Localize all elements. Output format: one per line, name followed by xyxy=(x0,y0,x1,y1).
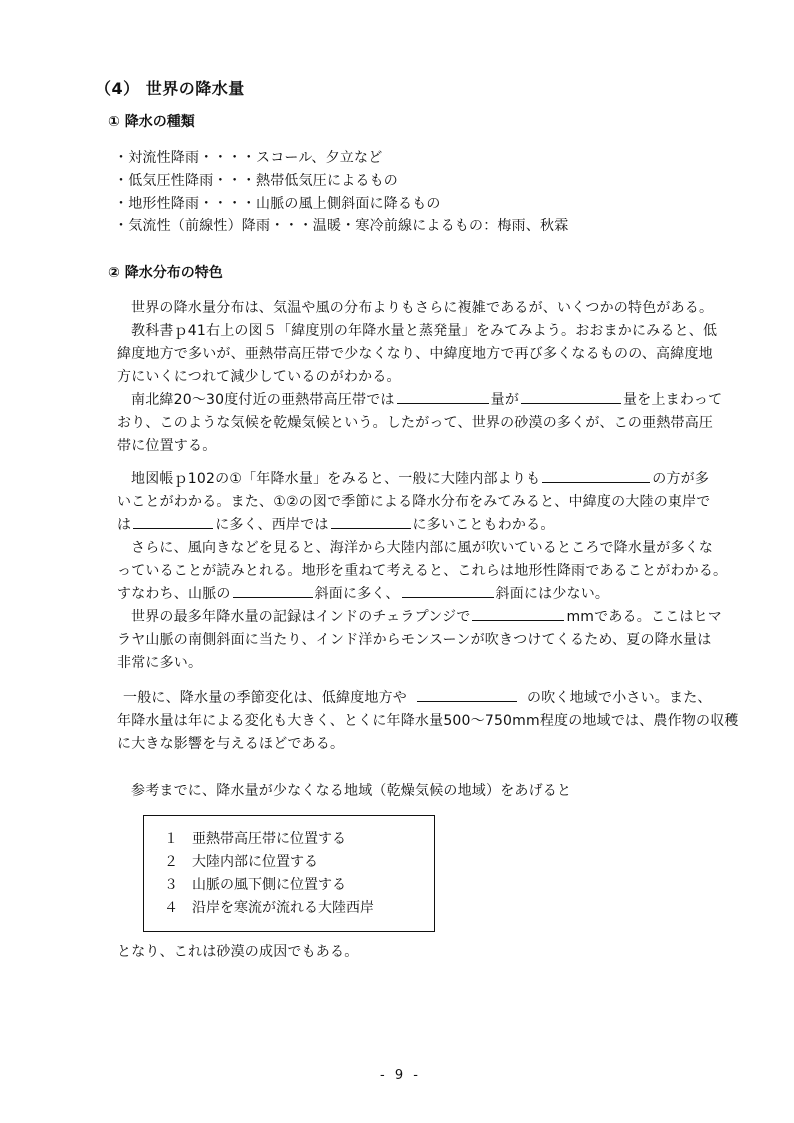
list-item: ・気流性（前線性）降雨・・・温暖・寒冷前線によるもの：梅雨、秋霖 xyxy=(114,218,569,234)
answer-blank[interactable] xyxy=(233,583,313,598)
text: 斜面には少ない。 xyxy=(495,586,610,602)
answer-blank[interactable] xyxy=(542,468,650,483)
paragraph-line-with-blanks xyxy=(123,687,712,707)
text: 斜面に多く、 xyxy=(314,586,400,602)
subsection-title-1: ① 降水の種類 xyxy=(108,114,195,130)
text: 量を上まわって xyxy=(623,392,723,408)
paragraph-line: っていることが読みとれる。地形を重ねて考えると、これらは地形性降雨であることがわかる。 xyxy=(117,563,728,579)
paragraph-line: さらに、風向きなどを見ると、海洋から大陸内部に風が吹いているところで降水量が多くな xyxy=(131,540,714,556)
paragraph-line: 教科書ｐ41右上の図５「緯度別の年降水量と蒸発量」をみてみよう。おおまかにみると、低 xyxy=(131,323,718,339)
item-text: 沿岸を寒流が流れる大陸西岸 xyxy=(192,900,374,916)
answer-blank[interactable] xyxy=(521,389,621,404)
subsection-title-2: ② 降水分布の特色 xyxy=(108,265,223,281)
page-number: - 9 - xyxy=(380,1068,421,1083)
item-text: 山脈の風下側に位置する xyxy=(192,877,346,893)
text: すなわち、山脈の xyxy=(117,586,231,602)
paragraph-line: いことがわかる。また、①②の図で季節による降水分布をみてみると、中緯度の大陸の東岸で xyxy=(117,494,711,510)
paragraph-line: 参考までに、降水量が少なくなる地域（乾燥気候の地域）をあげると xyxy=(131,783,572,799)
paragraph-line: 方にいくにつれて減少しているのがわかる。 xyxy=(117,369,401,385)
text: に多いこともわかる。 xyxy=(412,517,555,533)
list-item: ・地形性降雨・・・・山脈の風上側斜面に降るもの xyxy=(114,196,441,212)
answer-blank[interactable] xyxy=(397,389,489,404)
paragraph-line: 帯に位置する。 xyxy=(117,438,217,454)
answer-blank[interactable] xyxy=(133,514,213,529)
text: 世界の最多年降水量の記録はインドのチェラプンジで xyxy=(131,609,471,625)
paragraph-line-with-blanks xyxy=(117,514,555,534)
text: に多く、西岸では xyxy=(215,517,329,533)
text: 南北緯20～30度付近の亜熱帯高圧帯では xyxy=(131,392,395,408)
text: の方が多 xyxy=(652,471,710,487)
text: 地図帳ｐ102の①「年降水量」をみると、一般に大陸内部よりも xyxy=(131,471,541,487)
paragraph-line: 世界の降水量分布は、気温や風の分布よりもさらに複雑であるが、いくつかの特色がある。 xyxy=(131,300,714,316)
paragraph-line-with-blanks xyxy=(131,389,722,409)
paragraph-line: 年降水量は年による変化も大きく、とくに年降水量500～750mm程度の地域では、農作物の収穫 xyxy=(117,713,739,729)
text: は xyxy=(117,517,132,533)
list-item: ・低気圧性降雨・・・熱帯低気圧によるもの xyxy=(114,173,398,189)
closing-line: となり、これは砂漠の成因でもある。 xyxy=(117,944,359,960)
box-list-item xyxy=(164,897,374,917)
paragraph-line-with-blanks xyxy=(131,606,722,626)
item-text: 大陸内部に位置する xyxy=(192,854,318,870)
section-title: （4） 世界の降水量 xyxy=(95,79,245,98)
item-number: １ xyxy=(164,831,178,847)
box-list-item xyxy=(164,828,346,848)
answer-blank[interactable] xyxy=(402,583,494,598)
paragraph-line: 緯度地方で多いが、亜熱帯高圧帯で少なくなり、中緯度地方で再び多くなるものの、高緯度地 xyxy=(117,346,713,362)
list-item: ・対流性降雨・・・・スコール、夕立など xyxy=(114,150,383,166)
paragraph-line-with-blanks xyxy=(131,468,709,488)
paragraph-line: 非常に多い。 xyxy=(117,655,203,671)
item-number: ４ xyxy=(164,900,178,916)
text: の吹く地域で小さい。また、 xyxy=(527,690,712,706)
item-text: 亜熱帯高圧帯に位置する xyxy=(192,831,346,847)
item-number: ３ xyxy=(164,877,178,893)
answer-blank[interactable] xyxy=(417,687,517,702)
paragraph-line: に大きな影響を与えるほどである。 xyxy=(117,736,345,752)
text: 量が xyxy=(490,392,520,408)
paragraph-line: ラヤ山脈の南側斜面に当たり、インド洋からモンスーンが吹きつけてくるため、夏の降水量は xyxy=(117,632,712,648)
box-list-item xyxy=(164,851,318,871)
box-list-item xyxy=(164,874,346,894)
paragraph-line-with-blanks xyxy=(117,583,609,603)
answer-blank[interactable] xyxy=(472,606,564,621)
item-number: ２ xyxy=(164,854,178,870)
dry-region-list-box xyxy=(143,815,435,932)
text: 一般に、降水量の季節変化は、低緯度地方や xyxy=(123,690,407,706)
answer-blank[interactable] xyxy=(331,514,411,529)
text: mmである。ここはヒマ xyxy=(566,609,722,625)
paragraph-line: おり、このような気候を乾燥気候という。したがって、世界の砂漠の多くが、この亜熱帯高圧 xyxy=(117,415,714,431)
